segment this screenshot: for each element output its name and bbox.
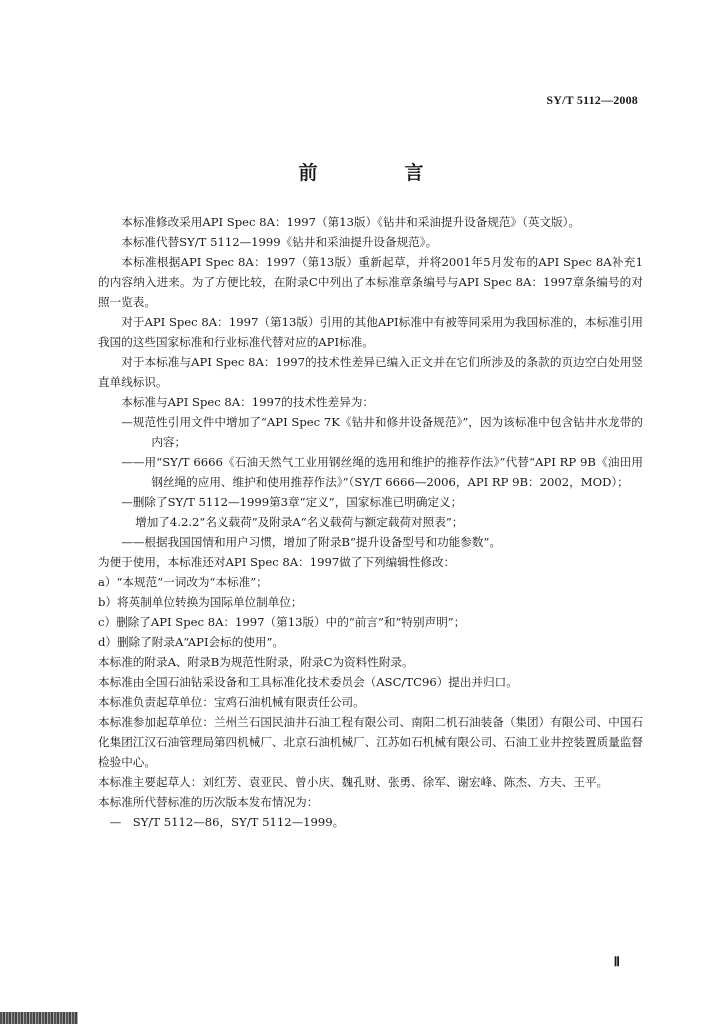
- paragraph: 本标准根据API Spec 8A：1997（第13版）重新起草，并将2001年5月发布的API Spec 8A补充1的内容纳入进来。为了方便比较，在附录C中列出了本标准章条编号与API Spec 8A：1997章条编号的对照一览表。: [98, 255, 643, 309]
- paragraph: 本标准主要起草人：刘红芳、袁亚民、曾小庆、魏孔财、张勇、徐军、谢宏峰、陈杰、方夫、王平。: [98, 775, 609, 789]
- editorial-item: a）“本规范”一词改为“本标准”；: [98, 575, 268, 589]
- paragraph: 对于本标准与API Spec 8A：1997的技术性差异已编入正文并在它们所涉及的条款的页边空白处用竖直单线标识。: [98, 355, 643, 389]
- paragraph: 本标准修改采用API Spec 8A：1997（第13版）《钻井和采油提升设备规范》（英文版）。: [121, 215, 581, 229]
- paragraph: 本标准由全国石油钻采设备和工具标准化技术委员会（ASC/TC96）提出并归口。: [98, 675, 518, 689]
- editorial-intro: 为便于使用，本标准还对API Spec 8A：1997做了下列编辑性修改：: [98, 555, 456, 569]
- page-title: 前 言: [298, 162, 458, 184]
- standard-code: SY/T 5112—2008: [546, 93, 638, 107]
- scan-artifact: [0, 1012, 78, 1024]
- page-number: Ⅱ: [613, 954, 620, 969]
- editorial-item: c）删除了API Spec 8A：1997（第13版）中的“前言”和“特别声明”；: [98, 615, 466, 629]
- history-item: — SY/T 5112—86，SY/T 5112—1999。: [109, 815, 345, 829]
- diff-item: ——根据我国国情和用户习惯，增加了附录B“提升设备型号和功能参数”。: [121, 535, 501, 549]
- diff-item: —规范性引用文件中增加了“API Spec 7K《钻井和修井设备规范》”，因为该标准中包含钻井水龙带的内容；: [121, 415, 643, 449]
- paragraph: 本标准代替SY/T 5112—1999《钻井和采油提升设备规范》。: [121, 235, 438, 249]
- paragraph: 本标准负责起草单位：宝鸡石油机械有限责任公司。: [98, 695, 365, 709]
- paragraph: 本标准与API Spec 8A：1997的技术性差异为：: [121, 395, 375, 409]
- editorial-item: b）将英制单位转换为国际单位制单位；: [98, 595, 303, 609]
- diff-item: ——用“SY/T 6666《石油天然气工业用钢丝绳的选用和维护的推荐作法》”代替“API RP 9B《油田用钢丝绳的应用、维护和使用推荐作法》”（SY/T 6666—2006，API RP 9B：2002，MOD）；: [121, 455, 643, 489]
- preface-body: [98, 212, 643, 832]
- paragraph: 本标准的附录A、附录B为规范性附录，附录C为资料性附录。: [98, 655, 414, 669]
- paragraph: 本标准所代替标准的历次版本发布情况为：: [98, 795, 319, 809]
- diff-item: —删除了SY/T 5112—1999第3章“定义”，国家标准已明确定义；: [121, 495, 463, 509]
- editorial-item: d）删除了附录A“API会标的使用”。: [98, 635, 285, 649]
- diff-item: 增加了4.2.2“名义载荷”及附录A“名义载荷与额定载荷对照表”；: [135, 515, 464, 529]
- paragraph: 本标准参加起草单位：兰州兰石国民油井石油工程有限公司、南阳二机石油装备（集团）有限公司、中国石化集团江汉石油管理局第四机械厂、北京石油机械厂、江苏如石机械有限公司、石油工业井控装置质量监督检验中心。: [98, 715, 643, 769]
- paragraph: 对于API Spec 8A：1997（第13版）引用的其他API标准中有被等同采用为我国标准的，本标准引用我国的这些国家标准和行业标准代替对应的API标准。: [98, 315, 643, 349]
